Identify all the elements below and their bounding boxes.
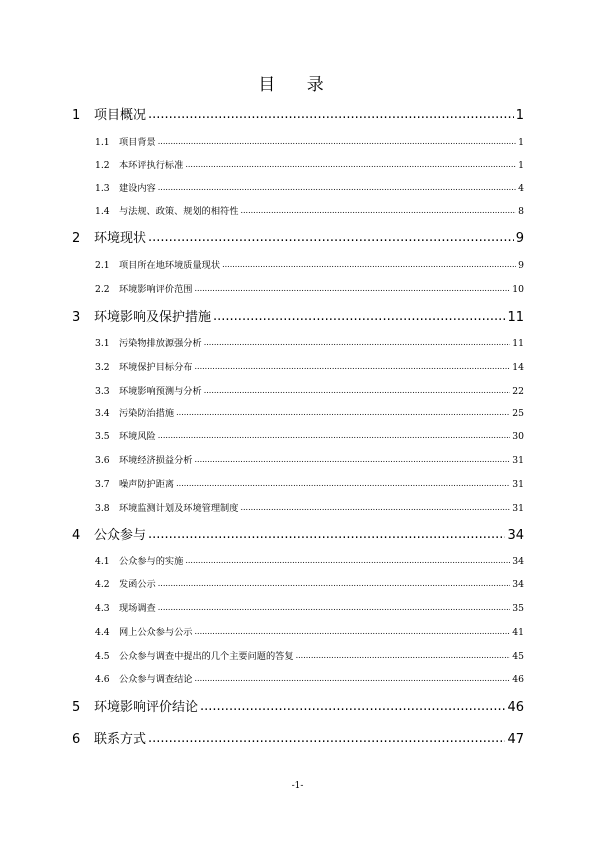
toc-entry-title: 项目所在地环境质量现状 [119,260,221,271]
toc-section-entry[interactable] [95,160,524,172]
toc-entry-page-number: 35 [512,603,524,614]
toc-entry-title: 公众参与调查结论 [119,674,193,685]
toc-dot-leader [185,159,516,171]
toc-entry-page-number: 4 [518,183,524,194]
toc-entry-page-number: 34 [512,579,524,590]
toc-entry-number: 3.3 [95,386,110,397]
toc-entry-number: 1.1 [95,137,110,148]
toc-entry-page-number: 14 [512,362,524,373]
toc-section-entry[interactable] [95,479,524,491]
toc-section-entry[interactable] [95,455,524,467]
toc-entry-page-number: 11 [507,310,524,325]
toc-dot-leader [195,283,511,295]
toc-entry-title: 项目背景 [119,137,156,148]
toc-chapter-entry[interactable] [72,700,524,716]
toc-dot-leader [158,182,516,194]
toc-entry-number: 5 [72,700,81,715]
toc-entry-title: 发函公示 [119,579,156,590]
toc-dot-leader [240,205,516,217]
toc-entry-title: 公众参与调查中提出的几个主要问题的答复 [119,651,294,662]
toc-dot-leader [158,602,511,614]
toc-entry-number: 1.3 [95,183,110,194]
toc-section-entry[interactable] [95,579,524,591]
toc-entry-title: 环境保护目标分布 [119,362,193,373]
toc-dot-leader [185,555,510,567]
toc-entry-title: 环境现状 [94,231,147,246]
toc-entry-page-number: 22 [512,386,524,397]
toc-entry-number: 4 [72,528,81,543]
toc-entry-page-number: 30 [512,431,524,442]
toc-entry-title: 项目概况 [94,108,147,123]
toc-entry-title: 环境风险 [119,431,156,442]
toc-entry-page-number: 46 [507,700,524,715]
toc-dot-leader [200,699,505,715]
toc-chapter-entry[interactable] [72,231,524,247]
toc-entry-title: 联系方式 [94,732,147,747]
toc-entry-page-number: 1 [518,160,524,171]
toc-entry-number: 4.5 [95,651,110,662]
toc-dot-leader [195,361,511,373]
toc-entry-number: 3.5 [95,431,110,442]
toc-section-entry[interactable] [95,503,524,515]
toc-section-entry[interactable] [95,183,524,195]
toc-entry-page-number: 9 [518,260,524,271]
toc-entry-title: 污染物排放源强分析 [119,338,202,349]
toc-dot-leader [148,107,514,123]
toc-entry-title: 环境影响及保护措施 [94,310,212,325]
toc-entry-number: 1.2 [95,160,110,171]
toc-entry-page-number: 31 [512,479,524,490]
page-number-footer: -1- [291,781,304,791]
toc-entry-number: 4.3 [95,603,110,614]
toc-entry-number: 3 [72,310,81,325]
page-title: 目 录 [258,75,337,95]
toc-entry-page-number: 46 [512,674,524,685]
toc-entry-title: 建设内容 [119,183,156,194]
toc-entry-number: 1.4 [95,206,110,217]
toc-entry-title: 噪声防护距离 [119,479,175,490]
toc-entry-page-number: 25 [512,408,524,419]
toc-section-entry[interactable] [95,137,524,149]
toc-dot-leader [148,731,505,747]
toc-entry-number: 3.6 [95,455,110,466]
toc-dot-leader [204,337,511,349]
toc-dot-leader [158,578,511,590]
toc-section-entry[interactable] [95,431,524,443]
toc-entry-title: 环境经济损益分析 [119,455,193,466]
toc-entry-title: 环境监测计划及环境管理制度 [119,503,239,514]
toc-entry-page-number: 31 [512,455,524,466]
toc-entry-page-number: 9 [515,231,524,246]
toc-dot-leader [213,309,505,325]
toc-entry-title: 与法规、政策、规划的相符性 [119,206,239,217]
toc-section-entry[interactable] [95,284,524,296]
toc-entry-title: 公众参与 [94,528,147,543]
toc-entry-title: 污染防治措施 [119,408,175,419]
toc-dot-leader [204,385,511,397]
toc-dot-leader [176,407,510,419]
toc-entry-number: 4.2 [95,579,110,590]
toc-dot-leader [222,259,516,271]
toc-dot-leader [176,478,510,490]
toc-entry-number: 2.1 [95,260,110,271]
toc-entry-number: 3.8 [95,503,110,514]
toc-entry-title: 环境影响预测与分析 [119,386,202,397]
toc-entry-number: 4.4 [95,627,110,638]
toc-section-entry[interactable] [95,206,524,218]
toc-entry-page-number: 11 [512,338,524,349]
toc-entry-page-number: 34 [507,528,524,543]
toc-entry-title: 环境影响评价结论 [94,700,199,715]
toc-entry-title: 公众参与的实施 [119,556,184,567]
toc-section-entry[interactable] [95,362,524,374]
toc-dot-leader [195,454,511,466]
toc-section-entry[interactable] [95,651,524,663]
toc-section-entry[interactable] [95,556,524,568]
toc-section-entry[interactable] [95,627,524,639]
toc-entry-number: 4.6 [95,674,110,685]
toc-entry-number: 2.2 [95,284,110,295]
toc-dot-leader [240,502,510,514]
toc-entry-title: 网上公众参与公示 [119,627,193,638]
toc-chapter-entry[interactable] [72,108,524,124]
toc-section-entry[interactable] [95,408,524,420]
toc-chapter-entry[interactable] [72,310,524,326]
toc-section-entry[interactable] [95,260,524,272]
toc-entry-page-number: 31 [512,503,524,514]
toc-entry-number: 3.7 [95,479,110,490]
toc-entry-number: 3.1 [95,338,110,349]
toc-entry-title: 现场调查 [119,603,156,614]
toc-entry-page-number: 47 [507,732,524,747]
toc-entry-number: 3.2 [95,362,110,373]
toc-entry-page-number: 1 [518,137,524,148]
toc-dot-leader [158,136,516,148]
toc-entry-number: 1 [72,108,81,123]
toc-entry-number: 6 [72,732,81,747]
toc-section-entry[interactable] [95,386,524,398]
toc-chapter-entry[interactable] [72,732,524,748]
toc-dot-leader [195,673,511,685]
toc-dot-leader [296,650,511,662]
toc-dot-leader [148,230,514,246]
toc-entry-title: 环境影响评价范围 [119,284,193,295]
toc-entry-title: 本环评执行标准 [119,160,184,171]
toc-section-entry[interactable] [95,603,524,615]
toc-entry-number: 3.4 [95,408,110,419]
toc-entry-page-number: 41 [512,627,524,638]
toc-entry-number: 4.1 [95,556,110,567]
toc-section-entry[interactable] [95,674,524,686]
toc-dot-leader [148,527,505,543]
toc-entry-page-number: 8 [518,206,524,217]
toc-entry-page-number: 10 [512,284,524,295]
toc-section-entry[interactable] [95,338,524,350]
toc-entry-page-number: 1 [515,108,524,123]
toc-entry-number: 2 [72,231,81,246]
toc-entry-page-number: 45 [512,651,524,662]
toc-dot-leader [195,626,511,638]
toc-chapter-entry[interactable] [72,528,524,544]
toc-dot-leader [158,430,511,442]
toc-entry-page-number: 34 [512,556,524,567]
